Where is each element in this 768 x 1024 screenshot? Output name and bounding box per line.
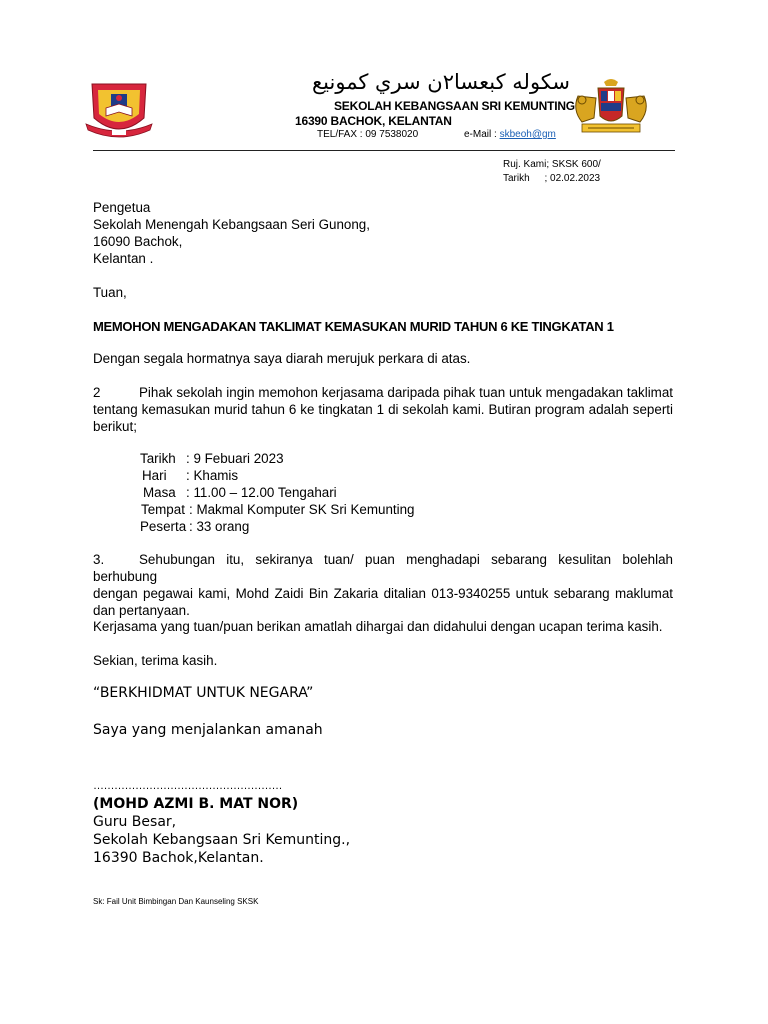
school-badge-icon <box>84 78 154 144</box>
email-line <box>464 129 556 140</box>
school-name-jawi: سکوله کبعسا٢ن سري کمونيع <box>311 70 570 94</box>
recipient-address <box>93 199 493 267</box>
reference-number: Ruj. Kami; SKSK 600/ <box>503 159 601 170</box>
tel-fax: TEL/FAX : 09 7538020 <box>317 129 419 140</box>
signature-dots: ……………………………………………… <box>93 780 282 792</box>
recipient-line: Sekolah Menengah Kebangsaan Seri Gunong, <box>93 217 370 232</box>
signatory-address: 16390 Bachok,Kelantan. <box>93 850 264 866</box>
paragraph-2-number: 2 <box>93 385 101 400</box>
closing-line: Sekian, terima kasih. <box>93 653 218 668</box>
letter-subject: MEMOHON MENGADAKAN TAKLIMAT KEMASUKAN MURID TAHUN 6 KE TINGKATAN 1 <box>93 319 614 334</box>
signatory-title: Guru Besar, <box>93 814 177 830</box>
recipient-line: Pengetua <box>93 200 151 215</box>
reference-date <box>503 173 600 184</box>
paragraph-2 <box>93 384 673 435</box>
trust-line: Saya yang menjalankan amanah <box>93 722 323 738</box>
paragraph-3-body: dengan pegawai kami, Mohd Zaidi Bin Zakaria ditalian 013-9340255 untuk sebarang maklumat dan pertanyaan. <box>93 586 673 618</box>
salutation: Tuan, <box>93 285 127 300</box>
thanks-paragraph: Kerjasama yang tuan/puan berikan amatlah dihargai dan didahului dengan ucapan terima kasih. <box>93 619 663 634</box>
program-row-tarikh: Tarikh : 9 Febuari 2023 <box>140 451 284 466</box>
signatory-name: (MOHD AZMI B. MAT NOR) <box>93 796 299 812</box>
carbon-copy-note: Sk: Fail Unit Bimbingan Dan Kaunseling SKSK <box>93 897 259 906</box>
program-details <box>140 451 415 536</box>
paragraph-2-body: tentang kemasukan murid tahun 6 ke tingkatan 1 di sekolah kami. Butiran program adalah seperti berikut; <box>93 402 673 434</box>
email-label: e-Mail : <box>464 129 497 140</box>
malaysia-coat-of-arms-icon <box>568 76 654 140</box>
paragraph-3-number: 3. <box>93 552 105 567</box>
paragraph-3-first-line: 3. Sehubungan itu, sekiranya tuan/ puan menghadapi sebarang kesulitan bolehlah berhubung <box>93 552 673 584</box>
school-address: 16390 BACHOK, KELANTAN <box>295 114 452 128</box>
email-link[interactable]: skbeoh@gm <box>499 129 556 140</box>
program-row-masa: Masa : 11.00 – 12.00 Tengahari <box>143 485 337 500</box>
school-name: SEKOLAH KEBANGSAAN SRI KEMUNTING <box>334 99 575 113</box>
recipient-line: 16090 Bachok, <box>93 234 183 249</box>
header-divider <box>93 150 675 151</box>
program-row-peserta: Peserta : 33 orang <box>140 519 250 534</box>
recipient-line: Kelantan . <box>93 251 154 266</box>
program-row-hari: Hari : Khamis <box>142 468 239 483</box>
motto: “BERKHIDMAT UNTUK NEGARA” <box>93 685 314 701</box>
reference-date-value: ; 02.02.2023 <box>544 173 601 184</box>
signatory-school: Sekolah Kebangsaan Sri Kemunting., <box>93 832 351 848</box>
opening-paragraph: Dengan segala hormatnya saya diarah merujuk perkara di atas. <box>93 351 471 366</box>
program-row-tempat: Tempat : Makmal Komputer SK Sri Kemunting <box>141 502 415 517</box>
paragraph-3 <box>93 551 673 619</box>
paragraph-2-first-line: 2 Pihak sekolah ingin memohon kerjasama daripada pihak tuan untuk mengadakan taklimat <box>93 385 673 400</box>
reference-date-label: Tarikh <box>503 173 530 184</box>
